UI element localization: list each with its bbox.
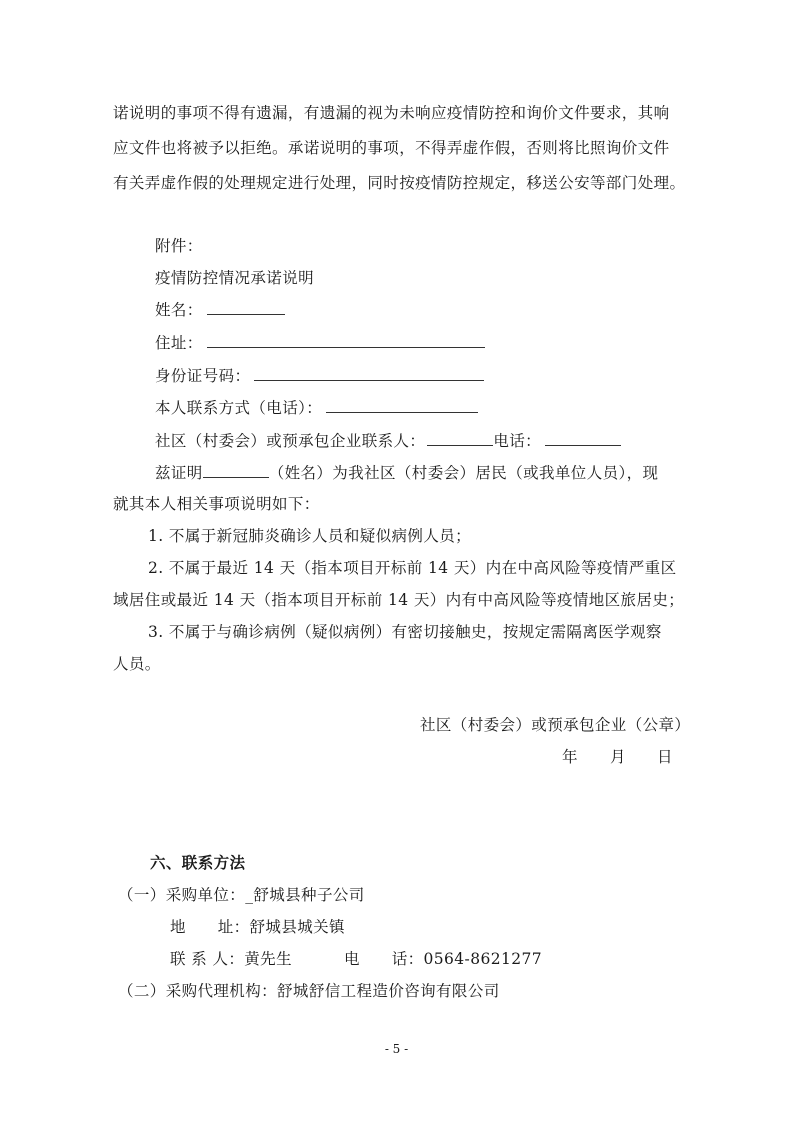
agent-value: 舒城舒信工程造价咨询有限公司: [277, 982, 500, 1000]
community-contact-label: 社区（村委会）或预承包企业联系人：: [155, 432, 426, 450]
item-1: 1. 不属于新冠肺炎确诊人员和疑似病例人员；: [148, 527, 472, 545]
address-blank[interactable]: [207, 333, 485, 348]
certify-suffix: （姓名）为我社区（村委会）居民（或我单位人员），现: [268, 464, 659, 482]
intro-line-1: 诺说明的事项不得有遗漏，有遗漏的视为未响应疫情防控和询价文件要求，其响: [113, 104, 670, 122]
name-field-row: [155, 300, 285, 320]
contact-person-row: [170, 949, 292, 969]
certify-line-2: 就其本人相关事项说明如下：: [113, 495, 320, 513]
item-2-line-2: 域居住或最近 14 天（指本项目开标前 14 天）内有中高风险等疫情地区旅居史；: [113, 591, 685, 609]
item-3-line-1: 3. 不属于与确诊病例（疑似病例）有密切接触史，按规定需隔离医学观察: [148, 623, 662, 641]
name-blank[interactable]: [207, 300, 285, 315]
page-number: - 5 -: [384, 1042, 409, 1056]
certify-name-blank[interactable]: [203, 463, 269, 478]
community-contact-row: [155, 431, 621, 451]
purchaser-value: _舒城县种子公司: [245, 886, 365, 904]
address-row: [170, 917, 345, 937]
contact-phone-value: 0564-8621277: [423, 950, 543, 968]
contact-person-value: 黄先生: [244, 950, 292, 968]
intro-line-2: 应文件也将被予以拒绝。承诺说明的事项，不得弄虚作假，否则将比照询价文件: [113, 139, 670, 157]
attachment-title: 疫情防控情况承诺说明: [155, 269, 315, 287]
community-phone-blank[interactable]: [545, 431, 621, 446]
phone-label: 本人联系方式（电话）：: [155, 399, 323, 417]
item-3-line-2: 人员。: [113, 655, 161, 673]
purchaser-address-label: 地 址：: [170, 918, 250, 936]
address-label: 住址：: [155, 334, 203, 352]
name-label: 姓名：: [155, 301, 203, 319]
purchaser-address-value: 舒城县城关镇: [249, 918, 345, 936]
contact-phone-row: [344, 949, 542, 969]
address-field-row: [155, 333, 485, 353]
intro-line-3: 有关弄虚作假的处理规定进行处理，同时按疫情防控规定，移送公安等部门处理。: [113, 174, 686, 192]
id-blank[interactable]: [254, 366, 484, 381]
date-day: 日: [657, 748, 673, 766]
purchaser-label: （一）采购单位：: [118, 886, 246, 904]
id-field-row: [155, 366, 484, 386]
item-2-line-1: 2. 不属于最近 14 天（指本项目开标前 14 天）内在中高风险等疫情严重区: [148, 559, 677, 577]
certify-prefix: 兹证明: [155, 464, 203, 482]
date-year: 年: [562, 748, 578, 766]
community-contact-blank[interactable]: [427, 431, 493, 446]
phone-field-row: [155, 398, 478, 418]
certify-row: [155, 463, 658, 483]
date-month: 月: [610, 748, 626, 766]
phone-blank[interactable]: [326, 398, 478, 413]
purchaser-row: [118, 885, 365, 905]
contact-person-label: 联 系 人：: [170, 950, 245, 968]
contact-phone-label: 电 话：: [344, 950, 424, 968]
contact-heading: 六、联系方法: [150, 853, 246, 872]
attachment-label: 附件：: [155, 237, 203, 255]
community-phone-label: 电话：: [493, 432, 542, 450]
id-label: 身份证号码：: [155, 367, 251, 385]
agent-label: （二）采购代理机构：: [118, 982, 278, 1000]
seal-label: 社区（村委会）或预承包企业（公章）: [420, 716, 691, 734]
agent-row: [118, 981, 500, 1001]
